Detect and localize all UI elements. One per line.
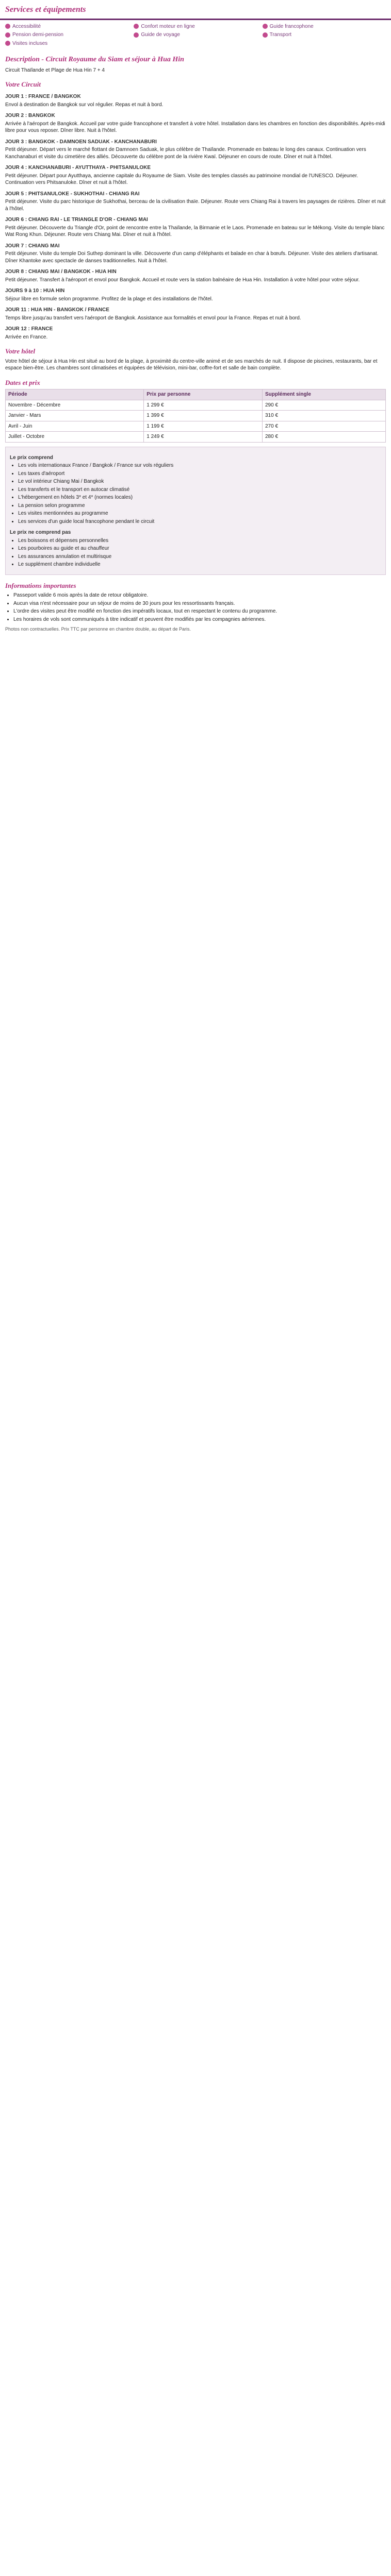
bus-icon: [263, 32, 268, 38]
excluded-list: [10, 537, 381, 568]
list-item: • Les transferts et le transport en autocar climatisé: [18, 486, 381, 494]
table-title: Dates et prix: [5, 378, 40, 386]
day-text: Arrivée en France.: [5, 334, 48, 340]
table-header-row: [6, 389, 386, 400]
table-header: Supplément single: [263, 389, 386, 400]
service-item[interactable]: [263, 23, 386, 30]
table-cell: 1 299 €: [144, 400, 263, 411]
services-list: [0, 20, 391, 50]
service-label: Guide francophone: [269, 23, 314, 29]
page-title: Description - Circuit Royaume du Siam et séjour à Hua Hin: [5, 56, 184, 64]
list-item: • Les visites mentionnées au programme: [18, 510, 381, 517]
list-item: • Passeport valide 6 mois après la date de retour obligatoire.: [13, 592, 386, 599]
day-title: JOUR 11 : HUA HIN - BANGKOK / FRANCE: [5, 307, 109, 313]
table-cell: Novembre - Décembre: [6, 400, 144, 411]
table-body: [6, 400, 386, 442]
info-title: Informations importantes: [5, 581, 76, 589]
table-cell: 1 399 €: [144, 411, 263, 421]
table-cell: Janvier - Mars: [6, 411, 144, 421]
intro-text: Circuit Thaïlande et Plage de Hua Hin 7 + 4: [5, 67, 105, 73]
table-cell: 1 249 €: [144, 432, 263, 443]
day-text: Envol à destination de Bangkok sur vol régulier. Repas et nuit à bord.: [5, 101, 164, 108]
list-item: • Aucun visa n'est nécessaire pour un séjour de moins de 30 jours pour les ressortissants français.: [13, 600, 386, 607]
included-list: [10, 462, 381, 525]
service-item[interactable]: [5, 23, 128, 30]
table-cell: Avril - Juin: [6, 421, 144, 432]
day-text: Arrivée à l'aéroport de Bangkok. Accueil par votre guide francophone et transfert à votre hôtel. Installation dans les chambres en fonction des disponibilités. Après-midi libre pour vous reposer. Dîner libre. Nuit à l'hôtel.: [5, 121, 385, 134]
day-text: Petit déjeuner. Découverte du Triangle d'Or, point de rencontre entre la Thaïlande, la Birmanie et le Laos. Promenade en bateau sur le Mékong. Visite du temple blanc Wat Rong Khun. Déjeuner. Route vers Chiang Mai. Dîner et nuit à l'hôtel.: [5, 225, 385, 238]
day-text: Petit déjeuner. Transfert à l'aéroport et envol pour Bangkok. Accueil et route vers la station balnéaire de Hua Hin. Installation à votre hôtel pour votre séjour.: [5, 277, 360, 283]
day-title: JOUR 1 : FRANCE / BANGKOK: [5, 94, 81, 100]
included-box: [5, 447, 386, 575]
wheelchair-icon: [5, 24, 10, 29]
table-cell: 270 €: [263, 421, 386, 432]
info-list: [5, 592, 386, 623]
flag-icon: [263, 24, 268, 29]
table-header: Période: [6, 389, 144, 400]
list-item: • L'hébergement en hôtels 3* et 4* (normes locales): [18, 494, 381, 501]
list-item: • La pension selon programme: [18, 502, 381, 510]
services-header: [0, 0, 391, 20]
service-item[interactable]: [5, 31, 128, 39]
hotel-section-title: Votre hôtel: [5, 347, 36, 355]
page: [0, 0, 391, 640]
day-title: JOUR 6 : CHIANG RAI - LE TRIANGLE D'OR - CHIANG MAI: [5, 217, 148, 223]
fork-icon: [5, 32, 10, 38]
service-item[interactable]: [134, 23, 257, 30]
day-title: JOUR 2 : BANGKOK: [5, 113, 55, 119]
program-title: Votre Circuit: [5, 80, 41, 89]
list-item: • Les services d'un guide local francophone pendant le circuit: [18, 518, 381, 526]
day-title: JOUR 5 : PHITSANULOKE - SUKHOTHAI - CHIANG RAI: [5, 191, 140, 197]
list-item: • Les horaires de vols sont communiqués à titre indicatif et peuvent être modifiés par les compagnies aériennes.: [13, 616, 386, 623]
list-item: • Le supplément chambre individuelle: [18, 561, 381, 568]
day-text: Séjour libre en formule selon programme. Profitez de la plage et des installations de l'hôtel.: [5, 296, 213, 302]
day-title: JOUR 8 : CHIANG MAI / BANGKOK - HUA HIN: [5, 269, 117, 275]
day-title: JOUR 3 : BANGKOK - DAMNOEN SADUAK - KANCHANABURI: [5, 139, 157, 145]
day-title: JOUR 7 : CHIANG MAI: [5, 243, 60, 249]
program-days: [5, 93, 386, 341]
service-label: Accessibilité: [12, 23, 41, 29]
table-cell: 290 €: [263, 400, 386, 411]
day-text: Petit déjeuner. Départ pour Ayutthaya, ancienne capitale du Royaume de Siam. Visite des temples classés au patrimoine mondial de l'UNESCO. Déjeuner. Continuation vers Phitsanuloke. Dîner et nuit à l'hôtel.: [5, 173, 359, 186]
day-text: Petit déjeuner. Départ vers le marché flottant de Damnoen Saduak, le plus célèbre de Thaïlande. Promenade en bateau le long des canaux. Continuation vers Kanchanaburi et visite du cimetière des alliés. Découverte du célèbre pont de la rivière Kwaï. Déjeuner en cours de route. Dîner et nuit à l'hôtel.: [5, 147, 366, 160]
service-item[interactable]: [134, 31, 257, 39]
table-row: [6, 432, 386, 443]
list-item: • Les vols internationaux France / Bangkok / France sur vols réguliers: [18, 462, 381, 469]
table-cell: 280 €: [263, 432, 386, 443]
book-icon: [134, 32, 139, 38]
list-item: • L'ordre des visites peut être modifié en fonction des impératifs locaux, tout en respectant le contenu du programme.: [13, 608, 386, 615]
service-item[interactable]: [5, 40, 128, 47]
list-item: • Le vol intérieur Chiang Mai / Bangkok: [18, 478, 381, 485]
camera-icon: [5, 41, 10, 46]
hotel-text: Votre hôtel de séjour à Hua Hin est situé au bord de la plage, à proximité du centre-ville animé et de ses marchés de nuit. Il dispose de piscines, restaurants, bar et espace bien-être. Les chambres sont climatisées et équipées de télévision, mini-bar, coffre-fort et salle de bain complète.: [5, 358, 378, 371]
price-table: [5, 389, 386, 443]
table-cell: 1 199 €: [144, 421, 263, 432]
footer-note: Photos non contractuelles. Prix TTC par personne en chambre double, au départ de Paris.: [5, 626, 191, 632]
service-item[interactable]: [263, 31, 386, 39]
main-content: [0, 50, 391, 640]
service-label: Transport: [269, 32, 292, 38]
table-row: [6, 411, 386, 421]
table-row: [6, 400, 386, 411]
service-label: Guide de voyage: [141, 32, 180, 38]
table-cell: 310 €: [263, 411, 386, 421]
day-title: JOUR 4 : KANCHANABURI - AYUTTHAYA - PHITSANULOKE: [5, 165, 151, 171]
service-label: Pension demi-pension: [12, 32, 63, 38]
service-label: Confort moteur en ligne: [141, 23, 195, 29]
excluded-title: Le prix ne comprend pas: [10, 530, 71, 536]
table-header: Prix par personne: [144, 389, 263, 400]
service-label: Visites incluses: [12, 40, 48, 46]
list-item: • Les pourboires au guide et au chauffeur: [18, 545, 381, 552]
list-item: • Les taxes d'aéroport: [18, 470, 381, 478]
day-text: Petit déjeuner. Visite du temple Doi Suthep dominant la ville. Découverte d'un camp d'éléphants et balade en char à bœufs. Déjeuner. Visite des ateliers d'artisanat. Dîner Khantoke avec spectacle de danses traditionnelles. Nuit à l'hôtel.: [5, 251, 379, 264]
seat-icon: [134, 24, 139, 29]
table-row: [6, 421, 386, 432]
day-text: Petit déjeuner. Visite du parc historique de Sukhothai, berceau de la civilisation thaïe. Déjeuner. Route vers Chiang Rai à travers les paysages de rizières. Dîner et nuit à l'hôtel.: [5, 199, 386, 212]
day-title: JOURS 9 à 10 : HUA HIN: [5, 288, 65, 294]
list-item: • Les boissons et dépenses personnelles: [18, 537, 381, 545]
day-text: Temps libre jusqu'au transfert vers l'aéroport de Bangkok. Assistance aux formalités et envol pour la France. Repas et nuit à bord.: [5, 315, 301, 321]
included-title: Le prix comprend: [10, 454, 53, 461]
list-item: • Les assurances annulation et multirisque: [18, 553, 381, 561]
day-title: JOUR 12 : FRANCE: [5, 326, 53, 332]
table-cell: Juillet - Octobre: [6, 432, 144, 443]
services-title: Services et équipements: [5, 5, 86, 14]
